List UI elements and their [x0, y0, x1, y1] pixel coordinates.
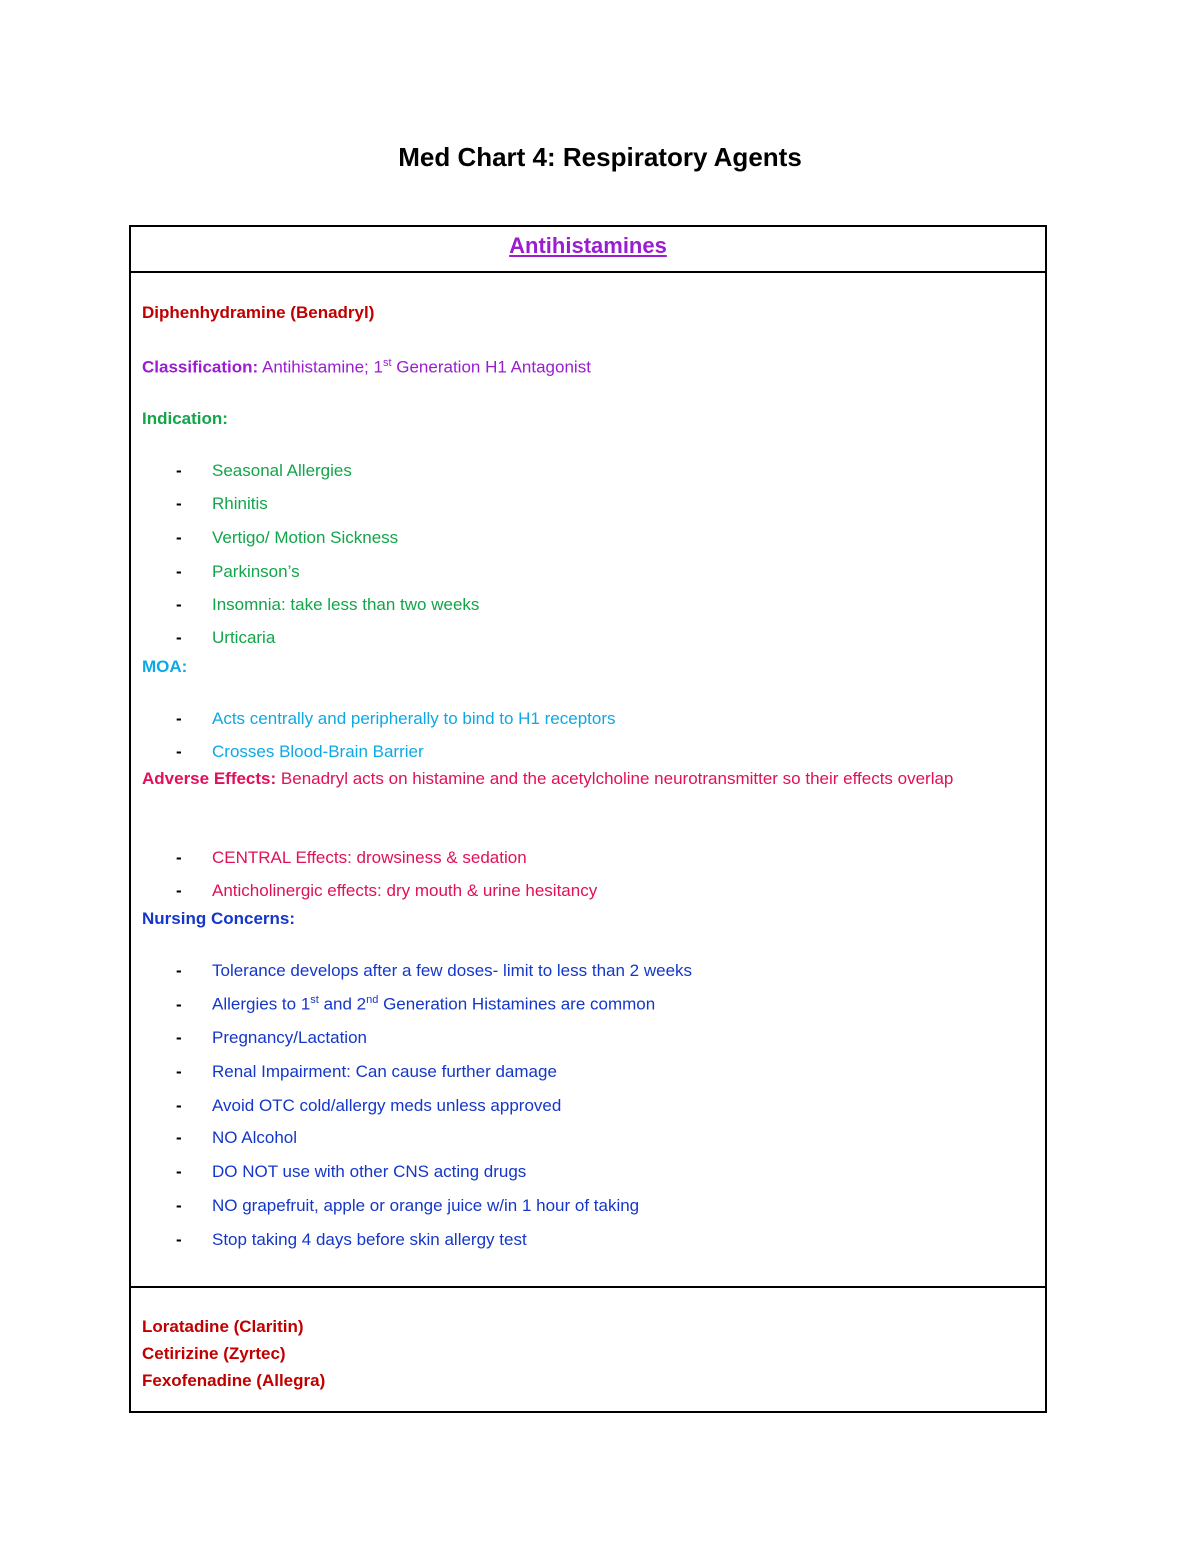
- nursing-item: [176, 1196, 639, 1216]
- adverse-effects-paragraph: [142, 765, 1032, 792]
- nursing-sup: st: [310, 994, 319, 1006]
- bullet-dash: -: [176, 1162, 182, 1181]
- bullet-dash: -: [176, 562, 182, 581]
- nursing-item-text: NO grapefruit, apple or orange juice w/in 1 hour of taking: [212, 1196, 640, 1215]
- indication-item-text: Parkinson’s: [212, 562, 300, 581]
- nursing-item-text: Avoid OTC cold/allergy meds unless approved: [212, 1096, 562, 1115]
- bullet-dash: -: [176, 1096, 182, 1115]
- indication-item-text: Insomnia: take less than two weeks: [212, 595, 480, 614]
- classification-label: Classification:: [142, 357, 259, 377]
- indication-item: [176, 461, 352, 481]
- nursing-item-text: Pregnancy/Lactation: [212, 1028, 367, 1047]
- indication-item: [176, 528, 398, 548]
- indication-item: [176, 562, 300, 582]
- moa-item-text: Crosses Blood-Brain Barrier: [212, 742, 424, 761]
- nursing-item: [176, 961, 692, 981]
- indication-item: [176, 628, 275, 648]
- nursing-item: [176, 1028, 367, 1048]
- other-drug-name: Cetirizine (Zyrtec): [142, 1344, 286, 1363]
- nursing-item: [176, 1162, 526, 1182]
- nursing-item-text: Stop taking 4 days before skin allergy test: [212, 1230, 527, 1249]
- bullet-dash: -: [176, 994, 182, 1014]
- nursing-item: [176, 1128, 297, 1148]
- adverse-text: Benadryl acts on histamine and the acetylcholine neurotransmitter so their effects overlap: [276, 769, 954, 788]
- nursing-item-text: Tolerance develops after a few doses- limit to less than 2 weeks: [212, 961, 693, 980]
- bullet-dash: -: [176, 1062, 182, 1081]
- indication-item: [176, 494, 268, 514]
- page-title: Med Chart 4: Respiratory Agents: [398, 142, 802, 172]
- classification-text: Antihistamine; 1: [262, 357, 383, 377]
- nursing-item-text: Allergies to 1: [212, 994, 311, 1014]
- other-drug-name: Fexofenadine (Allegra): [142, 1371, 326, 1390]
- nursing-label: Nursing Concerns:: [142, 909, 296, 928]
- adverse-item-label: CENTRAL Effects:: [212, 848, 352, 867]
- classification-line: [142, 357, 591, 378]
- adverse-label: Adverse Effects:: [142, 769, 277, 788]
- adverse-item: [176, 848, 527, 868]
- bullet-dash: -: [176, 528, 182, 547]
- moa-item-text: Acts centrally and peripherally to bind to H1 receptors: [212, 709, 616, 728]
- bullet-dash: -: [176, 1196, 182, 1215]
- bullet-dash: -: [176, 595, 182, 614]
- nursing-item: [176, 994, 655, 1015]
- drug-name: Diphenhydramine (Benadryl): [142, 303, 375, 322]
- nursing-item-text: DO NOT use with other CNS acting drugs: [212, 1162, 527, 1181]
- nursing-item-text: Renal Impairment: Can cause further damage: [212, 1062, 557, 1081]
- indication-item: [176, 595, 479, 615]
- med-chart-table: [129, 225, 1047, 1413]
- nursing-item: [176, 1230, 527, 1250]
- indication-item-text: Urticaria: [212, 628, 276, 647]
- moa-item: [176, 709, 615, 729]
- nursing-item-text: Generation Histamines are common: [378, 994, 656, 1014]
- indication-item-text: Seasonal Allergies: [212, 461, 352, 480]
- bullet-dash: -: [176, 1128, 182, 1147]
- adverse-item-text: dry mouth & urine hesitancy: [381, 881, 598, 900]
- nursing-item-text: and 2: [318, 994, 367, 1014]
- bullet-dash: -: [176, 1230, 182, 1249]
- bullet-dash: -: [176, 961, 182, 980]
- nursing-item: [176, 1096, 561, 1116]
- bullet-dash: -: [176, 881, 182, 900]
- bullet-dash: -: [176, 628, 182, 647]
- section-header: [131, 227, 1045, 273]
- bullet-dash: -: [176, 709, 182, 728]
- nursing-item: [176, 1062, 557, 1082]
- indication-item-text: Vertigo/ Motion Sickness: [212, 528, 399, 547]
- other-drug-name: Loratadine (Claritin): [142, 1317, 304, 1336]
- moa-item: [176, 742, 424, 762]
- nursing-sup: nd: [366, 994, 379, 1006]
- bullet-dash: -: [176, 742, 182, 761]
- bullet-dash: -: [176, 461, 182, 480]
- classification-text-post: Generation H1 Antagonist: [391, 357, 591, 377]
- indication-item-text: Rhinitis: [212, 494, 268, 513]
- moa-label: MOA:: [142, 657, 188, 676]
- adverse-item: [176, 881, 597, 901]
- section-title: Antihistamines: [509, 233, 667, 258]
- row-divider: [131, 1286, 1045, 1288]
- classification-sup: st: [382, 357, 392, 369]
- nursing-item-text: NO Alcohol: [212, 1128, 298, 1147]
- indication-label: Indication:: [142, 409, 228, 428]
- adverse-item-label: Anticholinergic effects:: [212, 881, 382, 900]
- bullet-dash: -: [176, 1028, 182, 1047]
- bullet-dash: -: [176, 848, 182, 867]
- bullet-dash: -: [176, 494, 182, 513]
- adverse-item-text: drowsiness & sedation: [351, 848, 527, 867]
